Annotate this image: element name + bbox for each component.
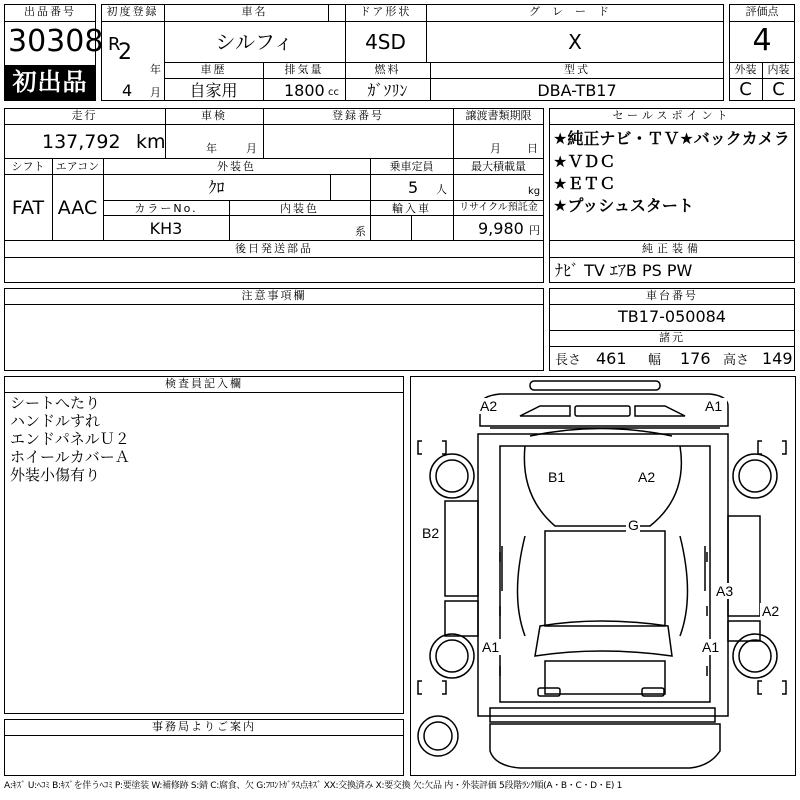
equipment-value: ﾅﾋﾞ TV ｴｱB PS PW xyxy=(555,261,693,280)
transfer-day-unit: 日 xyxy=(527,142,538,155)
capacity-value: 5 xyxy=(408,178,419,197)
fuel-value: ｶﾞｿﾘﾝ xyxy=(367,81,408,100)
model-value: DBA-TB17 xyxy=(537,81,617,100)
damage-mark: A1 xyxy=(482,639,500,655)
inspector-line-1: シートへたり xyxy=(10,394,101,412)
later-parts-label: 後日発送部品 xyxy=(235,242,313,255)
door-label: ドア形状 xyxy=(359,5,412,18)
exterior-grade: C xyxy=(739,79,752,100)
chassis-value: TB17-050084 xyxy=(618,307,726,326)
damage-mark: A2 xyxy=(638,469,656,485)
car-name-label: 車名 xyxy=(241,5,268,18)
lot-number: 30308 xyxy=(8,24,104,59)
history-label: 車歴 xyxy=(200,63,227,76)
chassis-label: 車台番号 xyxy=(646,289,698,302)
sales-point-3: ★ＥＴＣ xyxy=(553,174,616,193)
first-reg-label: 初度登録 xyxy=(106,5,159,18)
office-label: 事務局よりご案内 xyxy=(152,720,256,733)
interior-color-label: 内装色 xyxy=(280,202,319,215)
sales-point-4: ★プッシュスタート xyxy=(553,196,694,215)
mileage-label: 走行 xyxy=(71,109,98,122)
displacement-value: 1800 xyxy=(284,81,325,100)
interior-label: 内装 xyxy=(767,63,790,76)
ac-label: エアコン xyxy=(55,160,100,173)
shift-label: シフト xyxy=(11,160,45,173)
length-label: 長さ xyxy=(555,353,582,368)
lot-label: 出品番号 xyxy=(24,5,76,18)
color-value: ｸﾛ xyxy=(208,178,225,197)
load-label: 最大積載量 xyxy=(471,160,526,173)
height-label: 高さ xyxy=(723,353,750,368)
color-no-label: カラーNo. xyxy=(134,202,198,215)
damage-mark: A1 xyxy=(705,398,723,414)
displacement-label: 排気量 xyxy=(284,63,324,76)
era-year: 2 xyxy=(118,40,132,65)
inspection-year-unit: 年 xyxy=(206,142,217,155)
score-label: 評価点 xyxy=(745,5,779,18)
interior-color-unit: 系 xyxy=(355,225,366,238)
grade-value: X xyxy=(568,30,582,54)
car-damage-diagram xyxy=(410,376,796,776)
month-unit: 月 xyxy=(150,86,161,99)
damage-mark: A2 xyxy=(762,603,780,619)
mileage-unit: km xyxy=(136,131,166,153)
height-value: 149 xyxy=(762,349,793,368)
notes-label: 注意事項欄 xyxy=(241,289,307,302)
first-listing-text: 初出品 xyxy=(12,68,88,96)
color-label: 外装色 xyxy=(217,160,256,173)
score-value: 4 xyxy=(752,23,772,58)
era-label: R xyxy=(108,34,121,55)
history-value: 自家用 xyxy=(189,81,238,100)
transfer-month-unit: 月 xyxy=(490,142,501,155)
damage-mark: B2 xyxy=(422,525,440,541)
sales-point-2: ★ＶＤＣ xyxy=(553,152,616,171)
dims-label: 諸元 xyxy=(659,331,685,344)
damage-mark: G xyxy=(628,517,639,533)
car-name: シルフィ xyxy=(215,30,294,54)
shift-value: FAT xyxy=(11,197,45,219)
width-label: 幅 xyxy=(648,353,662,368)
inspector-line-5: 外装小傷有り xyxy=(10,466,101,484)
inspector-line-4: ホイールカバーＡ xyxy=(10,448,130,466)
sales-points-label: セールスポイント xyxy=(612,109,732,122)
month-value: 4 xyxy=(122,81,133,100)
damage-mark: A3 xyxy=(716,583,734,599)
door-value: 4SD xyxy=(365,30,406,54)
ac-value: AAC xyxy=(57,197,98,219)
equipment-label: 純正装備 xyxy=(642,242,702,255)
inspection-label: 車検 xyxy=(201,109,227,122)
grade-label: グレード xyxy=(529,5,621,18)
plate-label: 登録番号 xyxy=(332,109,384,122)
inspection-month-unit: 月 xyxy=(246,142,257,155)
transfer-label: 譲渡書類期限 xyxy=(465,109,532,122)
color-no-value: KH3 xyxy=(149,219,183,238)
legend-text: A:ｷｽﾞ U:ﾍｺﾐ B:ｷｽﾞを伴うﾍｺﾐ P:要塗装 W:補修跡 S:錆 C:腐食、欠 G:ﾌﾛﾝﾄｶﾞﾗｽ点ｷｽﾞ XX:交換済み X:要交換 欠:欠品 内・外装評価 5段階ﾗﾝｸ順(A・B・C・D・E) 1 xyxy=(4,781,623,791)
load-unit: kg xyxy=(528,186,541,197)
interior-grade: C xyxy=(772,79,785,100)
sales-point-1: ★純正ナビ・ＴＶ★バックカメラ xyxy=(553,129,790,148)
import-label: 輸入車 xyxy=(392,202,431,215)
year-unit: 年 xyxy=(150,63,161,76)
recycle-label: リサイクル預託金 xyxy=(459,202,538,213)
damage-mark: B1 xyxy=(548,469,566,485)
length-value: 461 xyxy=(596,349,627,368)
damage-mark: A2 xyxy=(480,398,498,414)
mileage-value: 137,792 xyxy=(42,131,121,153)
capacity-label: 乗車定員 xyxy=(389,160,434,173)
displacement-unit: cc xyxy=(328,87,339,98)
model-label: 型式 xyxy=(564,63,590,76)
fuel-label: 燃料 xyxy=(374,63,401,76)
capacity-unit: 人 xyxy=(436,183,447,196)
inspector-label: 検査員記入欄 xyxy=(165,377,243,390)
inspector-line-2: ハンドルすれ xyxy=(10,412,101,430)
exterior-label: 外装 xyxy=(734,63,757,76)
recycle-unit: 円 xyxy=(529,224,540,237)
width-value: 176 xyxy=(680,349,711,368)
damage-mark: A1 xyxy=(702,639,720,655)
recycle-value: 9,980 xyxy=(478,219,524,238)
inspector-line-3: エンドパネルＵ２ xyxy=(10,430,130,448)
